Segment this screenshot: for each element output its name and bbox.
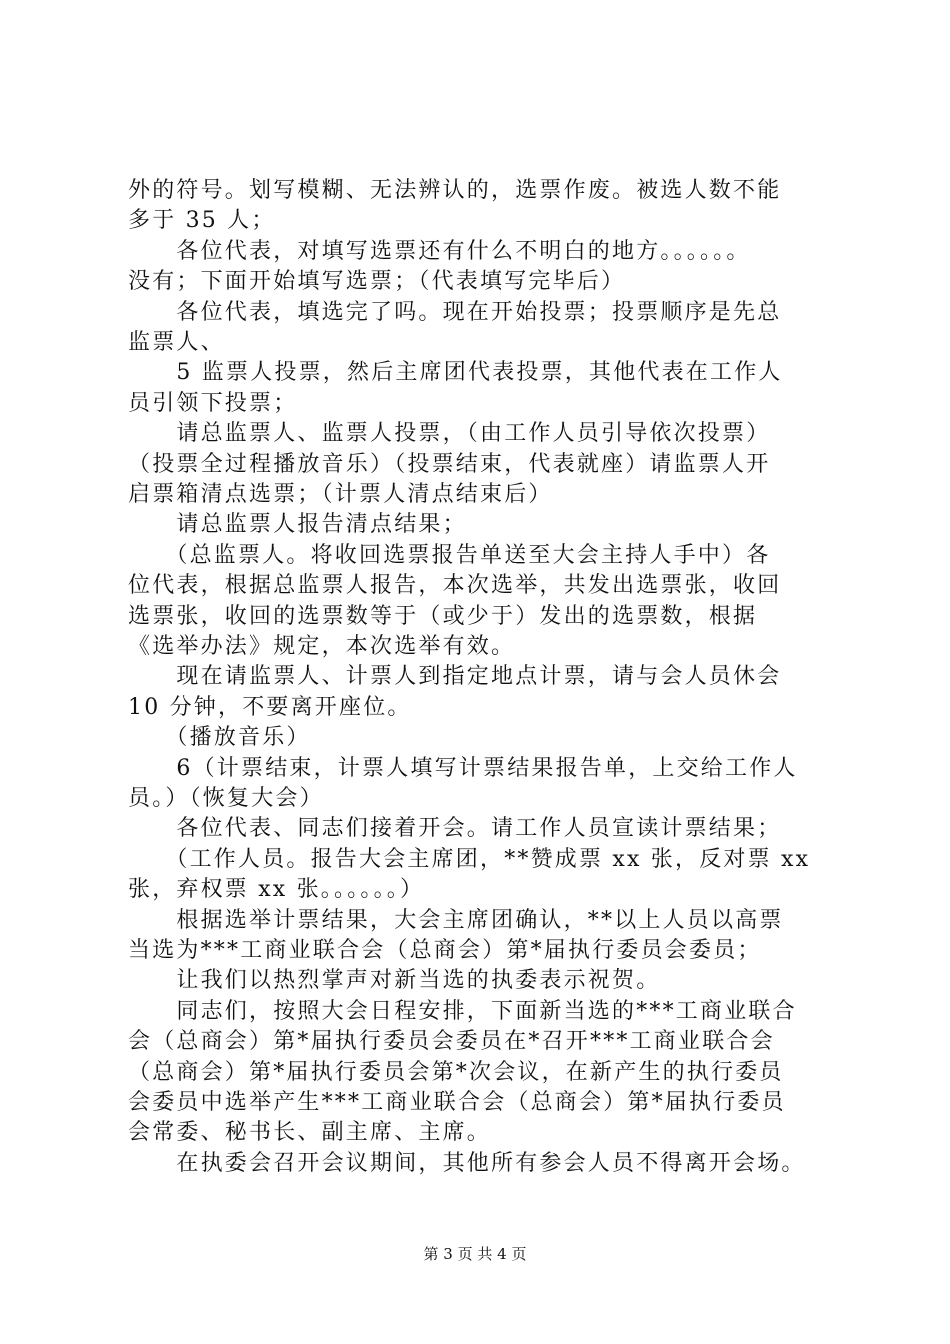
text-line: 张，弃权票 xx 张。。。。。。） [128, 877, 425, 903]
text-line: 5 监票人投票，然后主席团代表投票，其他代表在工作人 [128, 360, 783, 386]
text-line: 会（总商会）第*届执行委员会委员在*召开***工商业联合会 [128, 1029, 775, 1055]
text-line: 6（计票结束，计票人填写计票结果报告单，上交给工作人 [128, 755, 798, 781]
text-line: 多于 35 人； [128, 208, 276, 234]
text-line: 各位代表，对填写选票还有什么不明白的地方。。。。。。 [128, 238, 751, 264]
text-line: 根据选举计票结果，大会主席团确认，**以上人员以高票 [128, 907, 784, 933]
text-line: 启票箱清点选票；（计票人清点结束后） [128, 482, 553, 507]
text-line: 位代表，根据总监票人报告，本次选举，共发出选票张，收回 [128, 573, 782, 599]
text-line: 没有；下面开始填写选票；（代表填写完毕后） [128, 269, 626, 295]
page-footer: 第 3 页 共 4 页 [423, 1245, 527, 1263]
text-line: 10 分钟，不要离开座位。 [128, 694, 412, 720]
text-line: （工作人员。报告大会主席团，**赞成票 xx 张，反对票 xx [128, 846, 811, 872]
text-line: 现在请监票人、计票人到指定地点计票，请与会人员休会 [128, 664, 782, 690]
text-line: 监票人、 [128, 330, 225, 355]
text-line: （总商会）第*届执行委员会第*次会议，在新产生的执行委员 [128, 1059, 784, 1085]
text-line: 各位代表、同志们接着开会。请工作人员宣读计票结果； [128, 816, 782, 842]
text-line: 会委员中选举产生***工商业联合会（总商会）第*届执行委员 [128, 1090, 786, 1115]
text-line: 让我们以热烈掌声对新当选的执委表示祝贺。 [128, 968, 661, 994]
text-line: （投票全过程播放音乐）（投票结束，代表就座）请监票人开 [128, 451, 771, 477]
text-line: 外的符号。划写模糊、无法辨认的，选票作废。被选人数不能 [128, 178, 782, 203]
text-line: 请总监票人、监票人投票，（由工作人员引导依次投票） [128, 421, 771, 447]
text-line: 同志们，按照大会日程安排，下面新当选的***工商业联合 [128, 998, 797, 1024]
text-line: 员引领下投票； [128, 390, 298, 416]
text-line: 在执委会召开会议期间，其他所有参会人员不得离开会场。 [128, 1150, 806, 1176]
text-line: 选票张，收回的选票数等于（或少于）发出的选票数，根据 [128, 603, 758, 629]
text-line: （总监票人。将收回选票报告单送至大会主持人手中）各 [128, 542, 771, 568]
text-line: 《选举办法》规定，本次选举有效。 [128, 634, 516, 659]
text-line: 各位代表，填选完了吗。现在开始投票；投票顺序是先总 [128, 299, 782, 325]
text-line: 会常委、秘书长、副主席、主席。 [128, 1120, 492, 1146]
text-line: 员。）（恢复大会） [128, 786, 324, 811]
text-line: （播放音乐） [128, 725, 311, 751]
text-line: 当选为***工商业联合会（总商会）第*届执行委员会委员； [128, 938, 762, 963]
text-line: 请总监票人报告清点结果； [128, 512, 467, 538]
